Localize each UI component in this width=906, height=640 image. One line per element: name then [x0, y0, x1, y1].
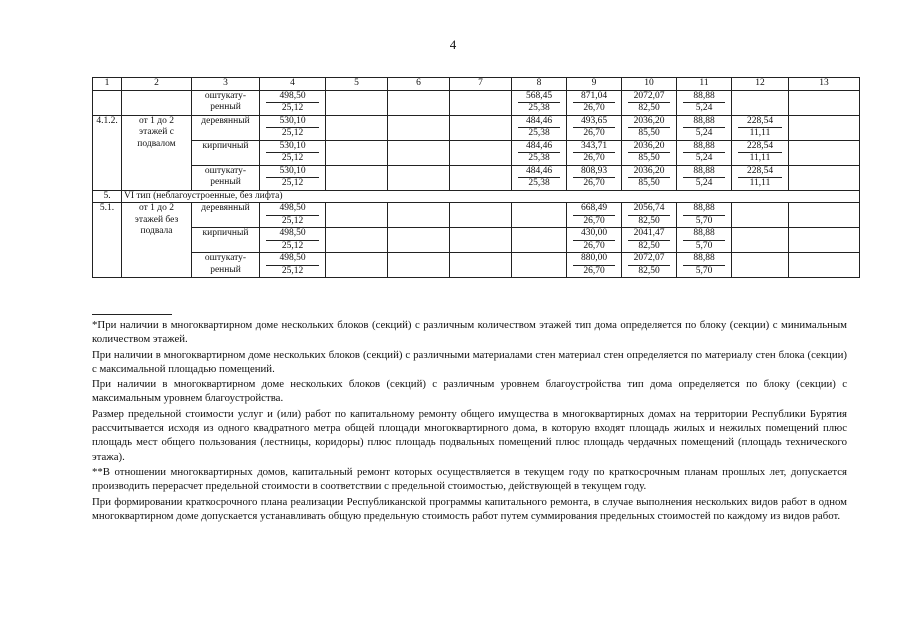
col-header-11: 11	[677, 78, 732, 91]
section-number: 5.	[93, 190, 122, 203]
col-header-7: 7	[450, 78, 512, 91]
footnote-separator	[92, 314, 172, 315]
value-col-7	[450, 165, 512, 190]
row-number: 4.1.2.	[93, 115, 122, 190]
value-col-8: 484,46 25,38	[512, 165, 567, 190]
value-col-8: 484,46 25,38	[512, 115, 567, 140]
wall-material-cell: деревянный	[192, 115, 260, 140]
value-col-5	[326, 115, 388, 140]
value-col-12	[732, 253, 789, 278]
value-col-7	[450, 253, 512, 278]
footnotes	[92, 318, 847, 524]
value-col-8	[512, 228, 567, 253]
col-header-2: 2	[122, 78, 192, 91]
value-col-10: 2036,20 85,50	[622, 165, 677, 190]
value-col-5	[326, 165, 388, 190]
wall-material-cell: оштукату- ренный	[192, 253, 260, 278]
value-col-4: 530,10 25,12	[260, 115, 326, 140]
value-col-11: 88,88 5,70	[677, 228, 732, 253]
value-col-7	[450, 115, 512, 140]
value-col-6	[388, 203, 450, 228]
value-col-13	[789, 90, 860, 115]
value-col-13	[789, 165, 860, 190]
value-col-13	[789, 228, 860, 253]
table-row	[93, 253, 860, 278]
table-row	[93, 140, 860, 165]
value-col-10: 2072,07 82,50	[622, 253, 677, 278]
col-header-13: 13	[789, 78, 860, 91]
value-col-4: 498,50 25,12	[260, 203, 326, 228]
wall-material-cell: оштукату- ренный	[192, 165, 260, 190]
table-row	[93, 90, 860, 115]
footnote-paragraph: **В отношении многоквартирных домов, капитальный ремонт которых осуществляется в текущем году по краткосрочным планам прошлых лет, допускается производить перерасчет предельной стоимости в соответствии с предельной стоимостью, действующей в текущем году.	[92, 465, 847, 493]
value-col-10: 2036,20 85,50	[622, 140, 677, 165]
value-col-6	[388, 90, 450, 115]
col-header-12: 12	[732, 78, 789, 91]
value-col-6	[388, 253, 450, 278]
value-col-6	[388, 228, 450, 253]
page-number: 4	[449, 37, 457, 52]
value-col-7	[450, 228, 512, 253]
value-col-10: 2041,47 82,50	[622, 228, 677, 253]
value-col-12: 228,54 11,11	[732, 115, 789, 140]
footnote-paragraph: При формировании краткосрочного плана реализации Республиканской программы капитального ремонта, в случае выполнения нескольких видов работ в одном многоквартирном доме допускается устанавливать общую предельную стоимость работ путем суммирования предельных стоимостей по каждому из видов работ.	[92, 495, 847, 522]
col-header-3: 3	[192, 78, 260, 91]
value-col-11: 88,88 5,24	[677, 140, 732, 165]
table-row	[93, 203, 860, 228]
value-col-11: 88,88 5,24	[677, 165, 732, 190]
wall-material-cell: оштукату- ренный	[192, 90, 260, 115]
value-col-4: 530,10 25,12	[260, 165, 326, 190]
floors-cell: от 1 до 2 этажей без подвала	[122, 203, 192, 278]
value-col-11: 88,88 5,70	[677, 203, 732, 228]
value-col-11: 88,88 5,24	[677, 90, 732, 115]
value-col-4: 530,10 25,12	[260, 140, 326, 165]
value-col-9: 871,04 26,70	[567, 90, 622, 115]
value-col-11: 88,88 5,24	[677, 115, 732, 140]
col-header-6: 6	[388, 78, 450, 91]
section-title: VI тип (неблагоустроенные, без лифта)	[122, 190, 860, 203]
value-col-13	[789, 203, 860, 228]
value-col-9: 668,49 26,70	[567, 203, 622, 228]
value-col-12: 228,54 11,11	[732, 140, 789, 165]
value-col-12: 228,54 11,11	[732, 165, 789, 190]
value-col-4: 498,50 25,12	[260, 90, 326, 115]
col-header-8: 8	[512, 78, 567, 91]
floors-cell: от 1 до 2 этажей с подвалом	[122, 115, 192, 190]
value-col-8: 484,46 25,38	[512, 140, 567, 165]
value-col-13	[789, 253, 860, 278]
col-header-10: 10	[622, 78, 677, 91]
footnote-paragraph: Размер предельной стоимости услуг и (или) работ по капитальному ремонту общего имущества в многоквартирных домах на территории Республики Бурятия рассчитывается исходя из одного квадратного метра общей площади многоквартирного дома, в которую входят площадь жилых и нежилых помещений плюс площадь мест общего пользования (лестницы, коридоры) плюс площадь подвальных помещений плюс площадь чердачных помещений (площадь технического этажа).	[92, 407, 847, 463]
table-row	[93, 165, 860, 190]
value-col-7	[450, 140, 512, 165]
value-col-9: 880,00 26,70	[567, 253, 622, 278]
row-number: 5.1.	[93, 203, 122, 278]
value-col-9: 343,71 26,70	[567, 140, 622, 165]
value-col-13	[789, 140, 860, 165]
row-number	[93, 90, 122, 115]
value-col-9: 808,93 26,70	[567, 165, 622, 190]
col-header-9: 9	[567, 78, 622, 91]
value-col-8: 568,45 25,38	[512, 90, 567, 115]
value-col-5	[326, 203, 388, 228]
footnote-paragraph: *При наличии в многоквартирном доме нескольких блоков (секций) с различным количеством этажей тип дома определяется по блоку (секции) с минимальным количеством этажей.	[92, 319, 847, 346]
value-col-10: 2036,20 85,50	[622, 115, 677, 140]
col-header-4: 4	[260, 78, 326, 91]
table-row	[93, 228, 860, 253]
table-row	[93, 115, 860, 140]
value-col-6	[388, 140, 450, 165]
value-col-8	[512, 253, 567, 278]
value-col-12	[732, 90, 789, 115]
value-col-12	[732, 228, 789, 253]
floors-cell	[122, 90, 192, 115]
value-col-10: 2072,07 82,50	[622, 90, 677, 115]
value-col-5	[326, 253, 388, 278]
value-col-10: 2056,74 82,50	[622, 203, 677, 228]
header-row	[93, 78, 860, 91]
value-col-5	[326, 90, 388, 115]
value-col-7	[450, 203, 512, 228]
value-col-4: 498,50 25,12	[260, 253, 326, 278]
value-col-5	[326, 228, 388, 253]
value-col-12	[732, 203, 789, 228]
value-col-9: 430,00 26,70	[567, 228, 622, 253]
value-col-11: 88,88 5,70	[677, 253, 732, 278]
wall-material-cell: деревянный	[192, 203, 260, 228]
value-col-8	[512, 203, 567, 228]
col-header-5: 5	[326, 78, 388, 91]
section-row	[93, 190, 860, 203]
value-col-4: 498,50 25,12	[260, 228, 326, 253]
col-header-1: 1	[93, 78, 122, 91]
wall-material-cell: кирпичный	[192, 140, 260, 165]
cost-table	[92, 77, 860, 278]
value-col-13	[789, 115, 860, 140]
footnote-paragraph: При наличии в многоквартирном доме нескольких блоков (секций) с различными материалами стен материал стен определяется по материалу стен блока (секции) с максимальной площадью помещений.	[92, 348, 847, 375]
value-col-6	[388, 165, 450, 190]
wall-material-cell: кирпичный	[192, 228, 260, 253]
value-col-5	[326, 140, 388, 165]
value-col-9: 493,65 26,70	[567, 115, 622, 140]
value-col-7	[450, 90, 512, 115]
footnote-paragraph: При наличии в многоквартирном доме нескольких блоков (секций) с различным уровнем благоустройства тип дома определяется по блоку (секции) с максимальным уровнем благоустройства.	[92, 378, 847, 405]
value-col-6	[388, 115, 450, 140]
